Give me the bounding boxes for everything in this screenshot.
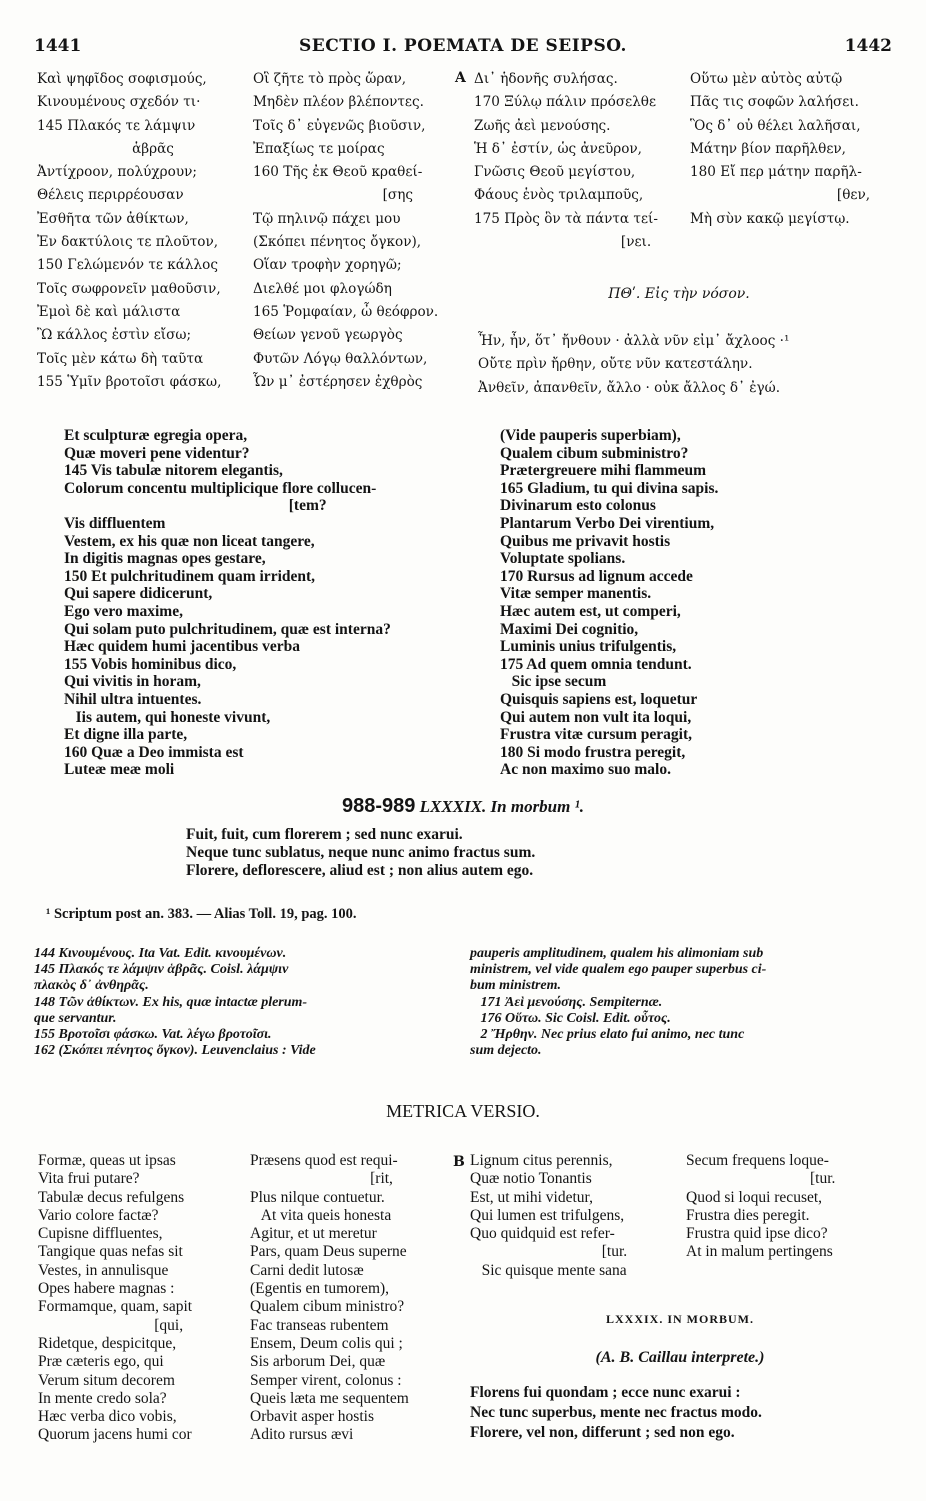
text-line: Quæ moveri pene videntur? <box>64 444 250 462</box>
text-line: [σης <box>253 187 413 204</box>
text-line: Divinarum esto colonus <box>500 497 656 515</box>
text-line: Quo quidquid est refer- <box>470 1225 615 1243</box>
text-line: 165 Ῥομφαίαν, ὦ θεόφρον. <box>253 303 439 320</box>
latin-column-left <box>64 427 391 779</box>
text-line: Plus nilque contuetur. <box>250 1188 385 1206</box>
text-line: Plantarum Verbo Dei virentium, <box>500 514 715 532</box>
text-line: Ὢ κάλλος ἐστὶν εἴσω; <box>37 327 192 344</box>
text-line: Pars, quam Deus superne <box>250 1243 407 1261</box>
text-line: Ridetque, despicitque, <box>38 1334 177 1352</box>
text-line: Vario colore factæ? <box>38 1206 159 1224</box>
text-line: Φάους ἑνὸς τριλαμποῦς, <box>474 187 644 204</box>
text-line: Τοῖς μὲν κάτω δὴ ταῦτα <box>37 350 204 367</box>
page-number-left: 1441 <box>34 36 82 56</box>
greek-column-2 <box>253 68 438 394</box>
text-line: Vestes, in annulisque <box>38 1261 169 1279</box>
text-line: 145 Πλακός τε λάμψιν ἁβρᾶς. Coisl. λάμψιν <box>34 962 289 978</box>
text-line: Agitur, et ut meretur <box>250 1225 377 1243</box>
text-line: Præsens quod est requi- <box>250 1152 398 1169</box>
text-line: Πᾶς τις σοφῶν λαλήσει. <box>690 94 859 111</box>
text-line: ἁβρᾶς <box>37 140 174 157</box>
text-line: 165 Gladium, tu qui divina sapis. <box>500 479 719 497</box>
text-line: Διελθέ μοι φλογώδη <box>253 280 392 297</box>
text-line: 175 Πρὸς ὃν τὰ πάντα τεί- <box>474 210 658 227</box>
text-line: Τῷ πηλινῷ πάχει μου <box>253 210 401 227</box>
text-line: Vestem, ex his quæ non liceat tangere, <box>64 532 315 550</box>
text-line: Οὔτε πρὶν ἤρθην, οὔτε νῦν κατεστάλην. <box>478 356 753 373</box>
text-line: Ἐπαξίως τε μοίρας <box>253 140 385 157</box>
greek-column-4 <box>690 68 870 231</box>
text-line: (Σκόπει πένητος ὄγκον), <box>253 234 422 251</box>
text-line: 2 Ἤρθην. Nec prius elato fui animo, nec tunc <box>470 1026 745 1042</box>
text-line: Queis læta me sequentem <box>250 1389 409 1407</box>
text-line: Qui autem non vult ita loqui, <box>500 708 692 726</box>
text-line: 160 Quæ a Deo immista est <box>64 743 244 761</box>
text-line: Sic quisque mente sana <box>470 1261 627 1279</box>
translation-title: LXXXIX. IN MORBUM. <box>606 1312 754 1326</box>
text-line: Lignum citus perennis, <box>470 1152 613 1169</box>
text-line: que servantur. <box>34 1010 117 1026</box>
text-line: Φυτῶν Λόγῳ θαλλόντων, <box>253 350 428 367</box>
text-line: Quibus me privavit hostis <box>500 532 671 550</box>
text-line: Tabulæ decus refulgens <box>38 1188 185 1206</box>
text-line: 144 Κινουμένους. Ita Vat. Edit. κινουμένων. <box>34 946 287 961</box>
text-line: Luteæ meæ moli <box>64 761 175 779</box>
text-line: Nihil ultra intuentes. <box>64 690 202 708</box>
text-line: Ego vero maxime, <box>64 602 183 620</box>
text-line: Maximi Dei cognitio, <box>500 620 639 638</box>
text-line: Fuit, fuit, cum florerem ; sed nunc exarui. <box>186 826 463 843</box>
text-line: [tur. <box>686 1170 836 1188</box>
text-line: Κινουμένους σχεδόν τι· <box>37 94 201 111</box>
text-line: Θείων γενοῦ γεωργὸς <box>253 327 403 344</box>
text-line: Μηδὲν πλέον βλέποντες. <box>253 94 424 111</box>
text-line: Frustra quid ipse dico? <box>686 1225 828 1243</box>
text-line: Ac non maximo suo malo. <box>500 761 671 779</box>
text-line: πλακὸς δ᾽ ἀνθηρᾶς. <box>34 978 149 994</box>
text-line: 176 Οὕτω. Sic Coisl. Edit. οὗτος. <box>470 1010 671 1026</box>
text-line: Ἡ δ᾽ ἐστίν, ὡς ἀνεῦρον, <box>474 140 642 157</box>
text-line: Μὴ σὺν κακῷ μεγίστῳ. <box>690 210 850 227</box>
text-line: Δι᾽ ἡδονῆς συλήσας. <box>474 71 618 87</box>
latin-column-right <box>500 427 718 779</box>
text-line: Quæ notio Tonantis <box>470 1170 592 1188</box>
text-line: Ἐν δακτύλοις τε πλοῦτον, <box>37 234 219 251</box>
text-line: Qui sapere didicerunt, <box>64 585 213 603</box>
text-line: Orbavit asper hostis <box>250 1408 374 1426</box>
text-line: 175 Ad quem omnia tendunt. <box>500 655 692 673</box>
text-line: (Egentis en tumorem), <box>250 1280 390 1298</box>
text-line: Iis autem, qui honeste vivunt, <box>64 708 271 726</box>
text-line: 145 Πλακός τε λάμψιν <box>37 117 196 134</box>
text-line: Verum situm decorem <box>38 1371 175 1389</box>
text-line: Ἀνθεῖν, ἀπανθεῖν, ἄλλο · οὐκ ἄλλος δ᾽ ἐγώ. <box>478 379 781 396</box>
text-line: 162 (Σκόπει πένητος ὄγκον). Leuvenclaius : Vide <box>34 1043 316 1059</box>
text-line: 148 Τῶν ἀθίκτων. Ex his, quæ intactæ plerum- <box>34 994 308 1010</box>
text-line: Qui vivitis in horam, <box>64 673 201 691</box>
poem-89-heading <box>0 795 926 818</box>
text-line: (Vide pauperis superbiam), <box>500 427 681 444</box>
text-line: Tangique quas nefas sit <box>38 1243 183 1261</box>
margin-letter-a: A <box>455 70 466 86</box>
greek-column-1 <box>37 68 221 394</box>
text-line: Quisquis sapiens est, loquetur <box>500 690 698 708</box>
footnote: ¹ Scriptum post an. 383. — Alias Toll. 19, pag. 100. <box>46 906 357 922</box>
text-line: Οὕτω μὲν αὐτὸς αὐτῷ <box>690 71 843 87</box>
text-line: Ἦν, ἦν, ὅτ᾽ ἤνθουν · ἀλλὰ νῦν εἰμ᾽ ἄχλοος ·¹ <box>478 333 790 349</box>
text-line: Colorum concentu multiplicique flore collucen- <box>64 479 377 497</box>
poem-89-latin-lines <box>186 826 535 880</box>
text-line: Hæc autem est, ut comperi, <box>500 602 681 620</box>
text-line: 150 Et pulchritudinem quam irrident, <box>64 567 316 585</box>
text-line: [tur. <box>470 1243 628 1261</box>
text-line: Ἀντίχροον, πολύχρουν; <box>37 164 197 181</box>
notes-right <box>470 946 766 1059</box>
text-line: Οἵαν τροφὴν χορηγῶ; <box>253 257 402 274</box>
text-line: Sic ipse secum <box>500 673 607 691</box>
text-line: In digitis magnas opes gestare, <box>64 550 266 568</box>
text-line: Adito rursus ævi <box>250 1426 354 1444</box>
text-line: Frustra dies peregit. <box>686 1206 810 1224</box>
text-line: Ὃς δ᾽ οὐ θέλει λαλῆσαι, <box>690 117 861 134</box>
greek-poem-lines <box>478 330 789 400</box>
metrica-column-3 <box>470 1152 627 1280</box>
text-line: Vitæ semper manentis. <box>500 585 652 603</box>
text-line: At in malum pertingens <box>686 1243 833 1261</box>
text-line: 180 Εἴ περ μάτην παρῆλ- <box>690 164 862 181</box>
text-line: Formamque, quam, sapit <box>38 1298 193 1316</box>
text-line: 170 Rursus ad lignum accede <box>500 567 693 585</box>
text-line: Ensem, Deum colis qui ; <box>250 1334 403 1352</box>
text-line: Hæc verba dico vobis, <box>38 1408 177 1426</box>
running-title: SECTIO I. POEMATA DE SEIPSO. <box>299 36 627 56</box>
text-line: [θεν, <box>690 187 871 204</box>
text-line: [νει. <box>474 234 652 251</box>
text-line: Cupisne diffluentes, <box>38 1225 163 1243</box>
text-line: Hæc quidem humi jacentibus verba <box>64 638 300 656</box>
text-line: pauperis amplitudinem, qualem his alimoniam sub <box>470 946 764 961</box>
text-line: [qui, <box>38 1316 184 1334</box>
poem-89-section <box>0 795 926 879</box>
text-line: Καὶ ψηφῖδος σοφισμούς, <box>37 71 207 87</box>
text-line: [rit, <box>250 1170 393 1188</box>
text-line: Qui solam puto pulchritudinem, quæ est interna? <box>64 620 391 638</box>
text-line: Fac transeas rubentem <box>250 1316 389 1334</box>
text-line: Voluptate spolians. <box>500 550 626 568</box>
page-header <box>34 36 892 60</box>
text-line: 170 Ξύλῳ πάλιν πρόσελθε <box>474 94 657 111</box>
text-line: Florens fui quondam ; ecce nunc exarui : <box>470 1384 741 1401</box>
margin-letter-b: B <box>453 1154 465 1170</box>
text-line: Est, ut mihi videtur, <box>470 1188 593 1206</box>
text-line: 160 Τῆς ἐκ Θεοῦ κραθεί- <box>253 164 423 181</box>
poem-89-title: LXXXIX. In morbum ¹. <box>415 797 584 816</box>
text-line: Ἐσθῆτα τῶν ἀθίκτων, <box>37 210 189 227</box>
text-line: 155 Ὑμῖν βροτοῖσι φάσκω, <box>37 373 222 390</box>
text-line: Ὧν μ᾽ ἐστέρησεν ἐχθρὸς <box>253 373 423 390</box>
text-line: Qualem cibum ministro? <box>250 1298 405 1316</box>
text-line: Secum frequens loque- <box>686 1152 829 1169</box>
text-line: Quod si loqui recuset, <box>686 1188 823 1206</box>
text-line: 155 Vobis hominibus dico, <box>64 655 237 673</box>
text-line: 180 Si modo frustra peregit, <box>500 743 686 761</box>
text-line: Qualem cibum subministro? <box>500 444 689 462</box>
metrica-column-1 <box>38 1152 192 1445</box>
column-numbers: 988-989 <box>342 795 416 817</box>
text-line: Neque tunc sublatus, neque nunc animo fractus sum. <box>186 844 536 861</box>
text-line: Et sculpturæ egregia opera, <box>64 427 248 444</box>
metrica-column-4 <box>686 1152 835 1262</box>
translation-interpreter: (A. B. Caillau interprete.) <box>595 1349 765 1366</box>
text-line: Οἳ ζῆτε τὸ πρὸς ὥραν, <box>253 71 407 87</box>
notes-left <box>34 946 316 1059</box>
text-line: Opes habere magnas : <box>38 1280 175 1298</box>
greek-poem-heading: ΠΘʹ. Εἰς τὴν νόσον. <box>608 286 750 302</box>
translation-lines <box>470 1383 762 1443</box>
text-line: Quorum jacens humi cor <box>38 1426 192 1444</box>
text-line: Μάτην βίον παρῆλθεν, <box>690 140 846 157</box>
greek-column-3 <box>474 68 658 254</box>
text-line: Ζωῆς ἀεὶ μενούσης. <box>474 117 611 134</box>
text-line: Vita frui putare? <box>38 1170 140 1188</box>
text-line: [tem? <box>64 497 327 515</box>
text-line: Sis arborum Dei, quæ <box>250 1353 386 1371</box>
text-line: ministrem, vel vide qualem ego pauper superbus ci- <box>470 962 767 978</box>
text-line: At vita queis honesta <box>250 1206 392 1224</box>
text-line: Formæ, queas ut ipsas <box>38 1152 176 1169</box>
text-line: sum dejecto. <box>470 1043 542 1059</box>
text-line: Τοῖς δ᾽ εὐγενῶς βιοῦσιν, <box>253 117 426 134</box>
text-line: Carni dedit lutosæ <box>250 1261 364 1279</box>
text-line: Ἐμοὶ δὲ καὶ μάλιστα <box>37 303 181 320</box>
text-line: Nec tunc superbus, mente nec fractus modo. <box>470 1404 762 1421</box>
text-line: Qui lumen est trifulgens, <box>470 1206 625 1224</box>
text-line: Vis diffluentem <box>64 514 166 532</box>
text-line: Τοῖς σωφρονεῖν μαθοῦσιν, <box>37 280 221 297</box>
text-line: Θέλεις περιρρέουσαν <box>37 187 184 204</box>
text-line: bum ministrem. <box>470 978 562 994</box>
text-line: Luminis unius trifulgentis, <box>500 638 677 656</box>
metrica-versio-title: METRICA VERSIO. <box>386 1101 540 1121</box>
text-line: 171 Ἀεὶ μενούσης. Sempiternæ. <box>470 994 663 1010</box>
page-number-right: 1442 <box>844 36 892 56</box>
text-line: 155 Βροτοῖσι φάσκω. Vat. λέγω βροτοῖσι. <box>34 1026 272 1042</box>
text-line: 145 Vis tabulæ nitorem elegantis, <box>64 462 283 480</box>
text-line: 150 Γελώμενόν τε κάλλος <box>37 257 218 274</box>
text-line: Frustra vitæ cursum peragit, <box>500 726 692 744</box>
text-line: Et digne illa parte, <box>64 726 188 744</box>
text-line: Semper virent, colonus : <box>250 1371 402 1389</box>
text-line: Florere, vel non, differunt ; sed non ego. <box>470 1424 735 1441</box>
text-line: Γνῶσις Θεοῦ μεγίστου, <box>474 164 636 181</box>
text-line: Florere, deflorescere, aliud est ; non alius autem ego. <box>186 862 534 879</box>
text-line: In mente credo sola? <box>38 1389 167 1407</box>
text-line: Prætergreuere mihi flammeum <box>500 462 707 480</box>
text-line: Præ cæteris ego, qui <box>38 1353 164 1371</box>
metrica-column-2 <box>250 1152 409 1445</box>
